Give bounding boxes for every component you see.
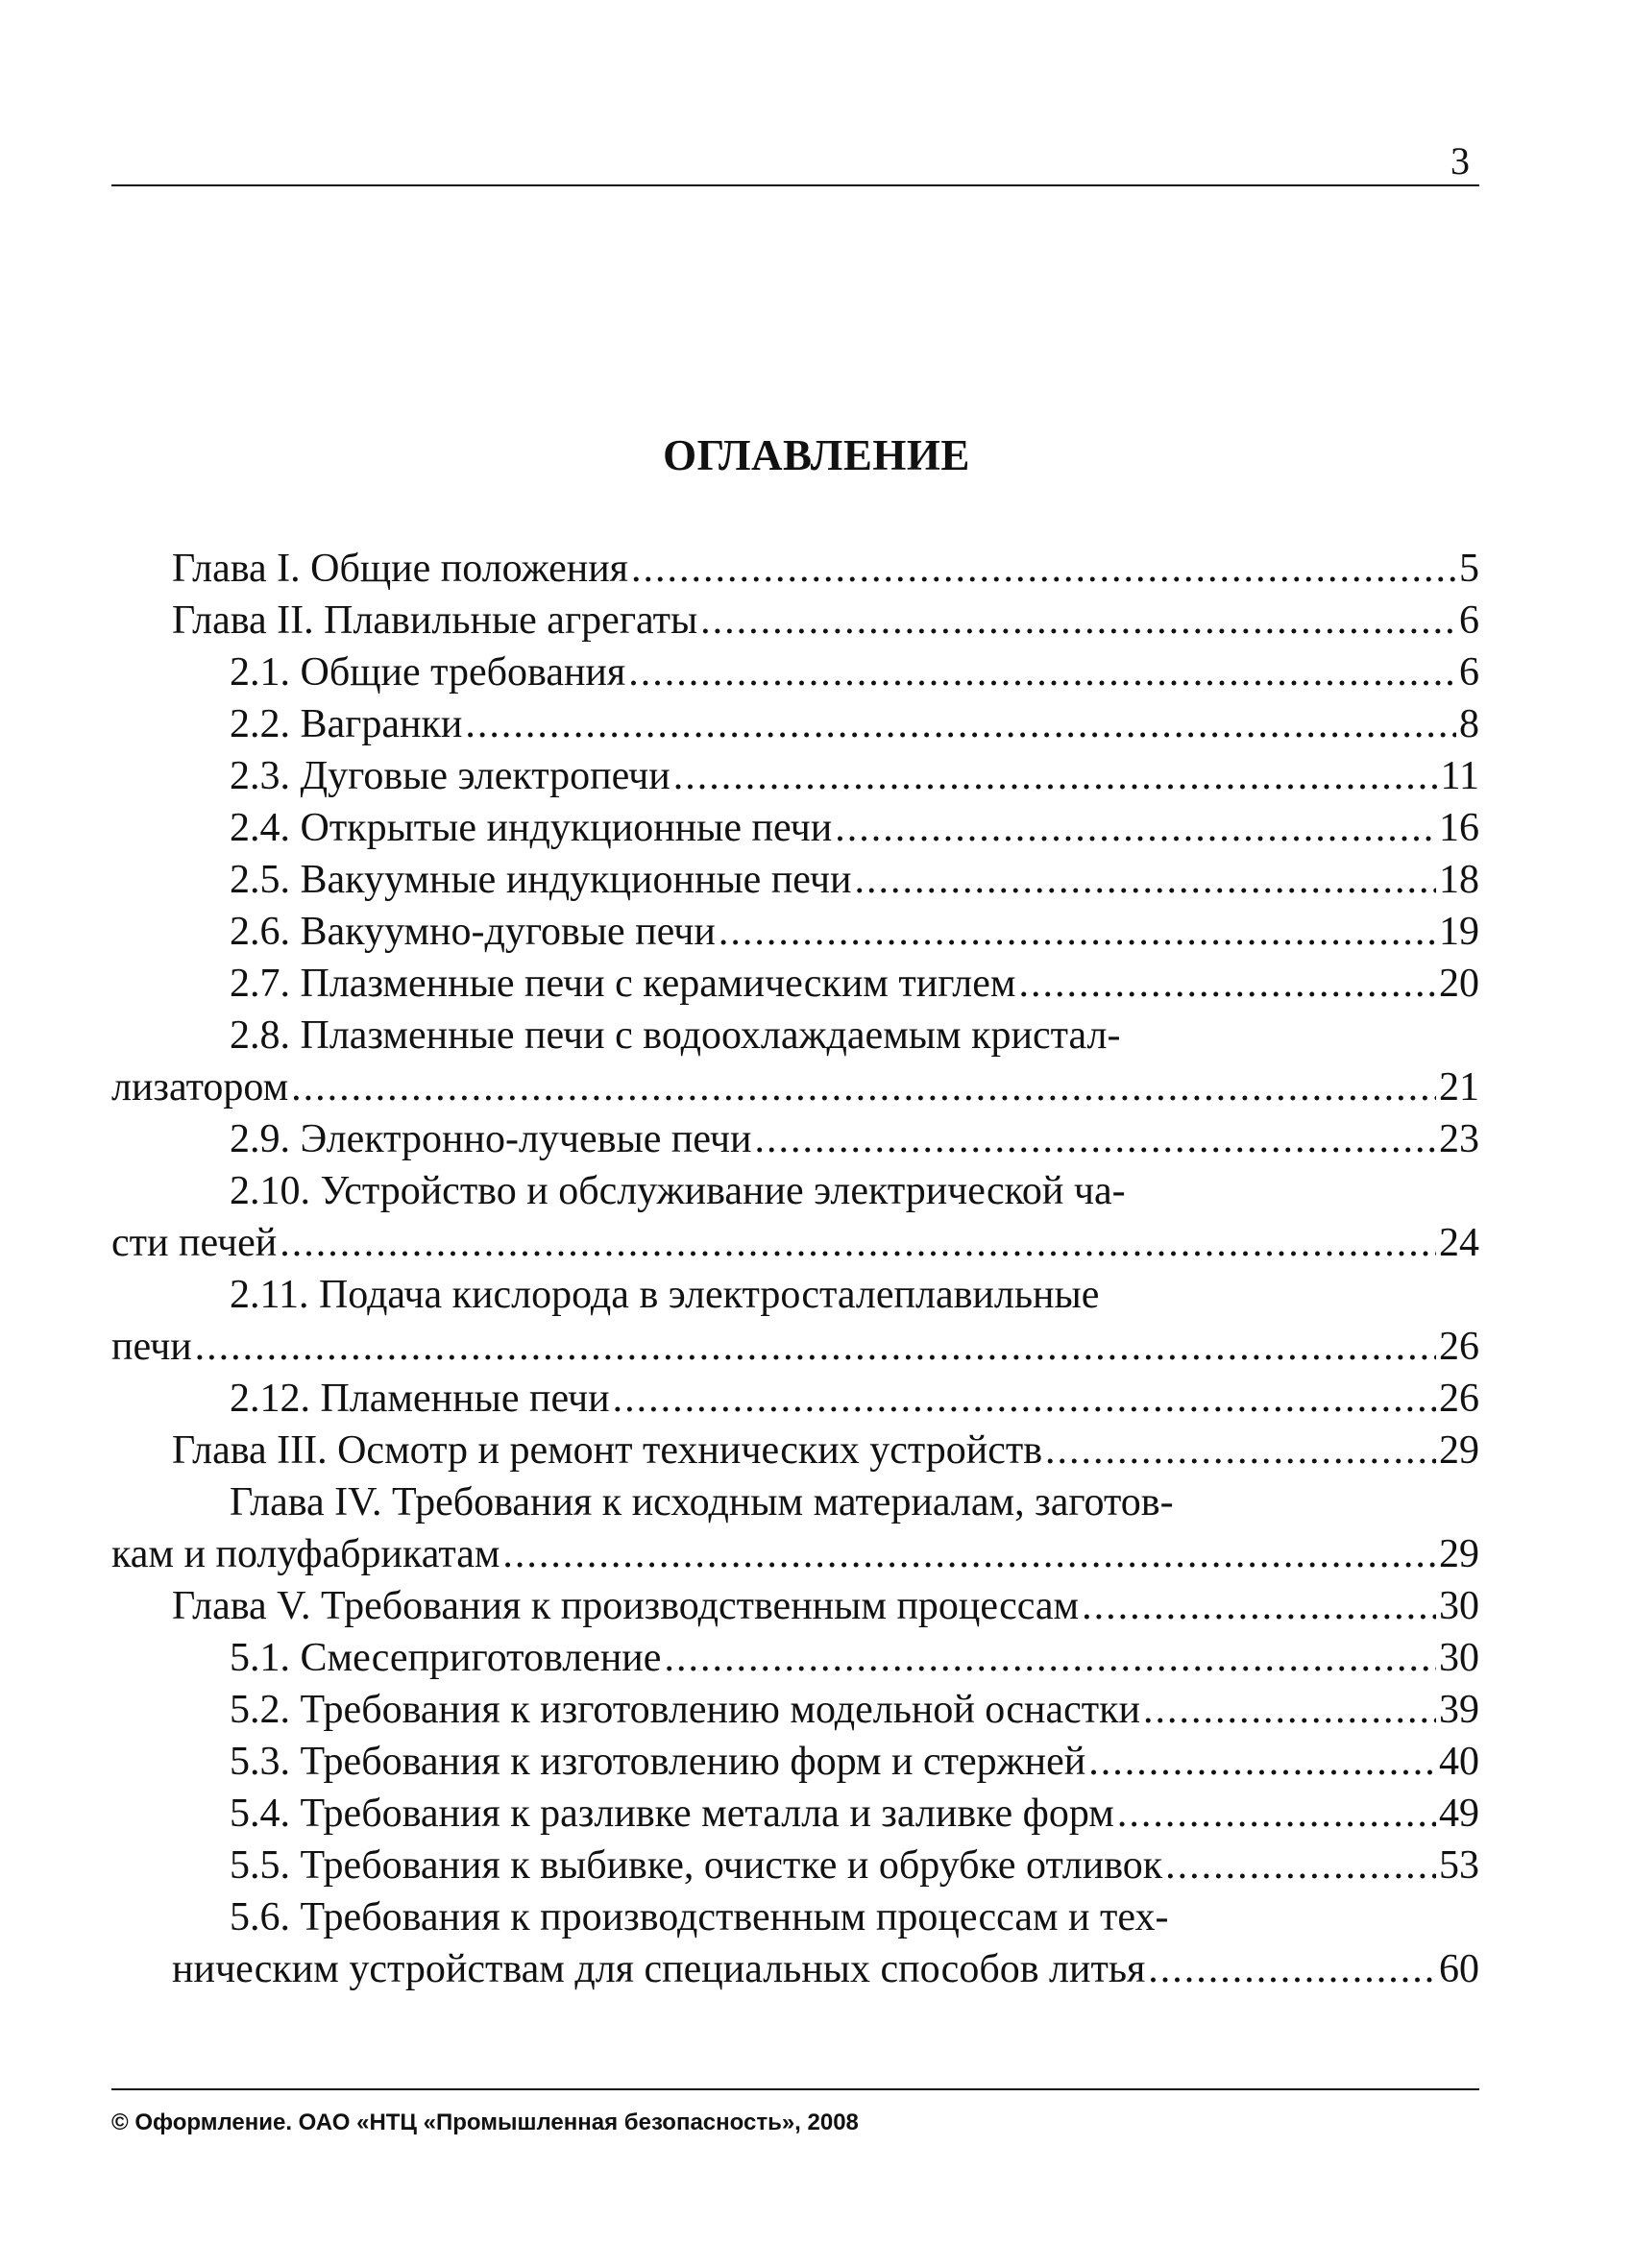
toc-page-number: 24 <box>1439 1221 1479 1265</box>
toc-entry <box>111 1010 1479 1113</box>
dot-leader <box>673 750 1438 802</box>
toc-page-number: 30 <box>1439 1584 1479 1628</box>
toc-entry <box>111 1632 1479 1684</box>
toc-entry <box>111 1736 1479 1788</box>
toc-entry-title: 2.7. Плазменные печи с керамическим тиглем <box>230 962 1016 1006</box>
dot-leader <box>855 854 1437 906</box>
toc-entry <box>111 1165 1479 1269</box>
toc-entry-title: 5.4. Требования к разливке металла и заливке форм <box>230 1792 1114 1836</box>
toc-entry-title: 2.4. Открытые индукционные печи <box>230 806 833 850</box>
toc-entry-row <box>111 750 1479 802</box>
toc-page-number: 40 <box>1439 1740 1479 1784</box>
toc-entry <box>111 1425 1479 1476</box>
toc-entry-title: 5.3. Требования к изготовлению форм и стержней <box>230 1740 1086 1784</box>
toc-page-number: 26 <box>1439 1325 1479 1369</box>
toc-entry-row <box>111 1528 1479 1580</box>
dot-leader <box>628 646 1456 698</box>
dot-leader <box>1019 958 1437 1010</box>
toc-entry-row <box>111 698 1479 750</box>
dot-leader <box>1148 1943 1436 1995</box>
toc-entry <box>111 1269 1479 1373</box>
toc-entry-title: 2.5. Вакуумные индукционные печи <box>230 858 852 902</box>
toc-entry-title: 2.9. Электронно-лучевые печи <box>230 1117 752 1161</box>
dot-leader <box>280 1217 1436 1269</box>
toc-entry-title: Глава III. Осмотр и ремонт технических устройств <box>172 1428 1043 1473</box>
toc-entry-row <box>111 1840 1479 1891</box>
toc-page-number: 11 <box>1440 754 1479 798</box>
dot-leader <box>195 1321 1436 1373</box>
toc-entry <box>111 1113 1479 1165</box>
toc-entry-title: ническим устройствам для специальных способов литья <box>172 1947 1146 1991</box>
dot-leader <box>1143 1684 1436 1736</box>
toc-entry-row <box>111 1425 1479 1476</box>
toc-page-number: 16 <box>1439 806 1479 850</box>
toc-entry <box>111 750 1479 802</box>
dot-leader <box>1165 1840 1436 1891</box>
toc-entry-title: сти печей <box>111 1221 278 1265</box>
toc-entry <box>111 595 1479 646</box>
toc-entry-title: 2.2. Вагранки <box>230 702 463 746</box>
toc-entry-row <box>111 1736 1479 1788</box>
dot-leader <box>835 802 1436 854</box>
toc-entry-row <box>111 906 1479 958</box>
header-rule <box>111 184 1479 186</box>
toc-entry-row <box>111 543 1479 595</box>
toc-entry-row <box>111 1580 1479 1632</box>
toc-page-number: 60 <box>1439 1947 1479 1991</box>
toc-entry-title: 5.2. Требования к изготовлению модельной оснастки <box>230 1688 1140 1732</box>
toc-entry-row <box>111 854 1479 906</box>
toc-entry <box>111 1684 1479 1736</box>
toc-entry-row <box>111 958 1479 1010</box>
dot-leader <box>502 1528 1436 1580</box>
toc-entry <box>111 1788 1479 1840</box>
toc-entry <box>111 906 1479 958</box>
toc-entry <box>111 1891 1479 1995</box>
toc-entry-row <box>111 1684 1479 1736</box>
toc-entry-row <box>111 802 1479 854</box>
dot-leader <box>719 906 1436 958</box>
toc-page-number: 18 <box>1439 858 1479 902</box>
toc-page-number: 8 <box>1459 702 1479 746</box>
toc-entry-row <box>111 595 1479 646</box>
toc-page-number: 39 <box>1439 1688 1479 1732</box>
toc-entry <box>111 854 1479 906</box>
copyright-note: © Оформление. ОАО «НТЦ «Промышленная безопасность», 2008 <box>111 2109 859 2135</box>
toc-page-number: 5 <box>1459 547 1479 591</box>
toc-entry-row <box>111 646 1479 698</box>
toc-entry <box>111 1580 1479 1632</box>
toc-page-number: 6 <box>1459 598 1479 643</box>
dot-leader <box>700 595 1456 646</box>
toc-entry-row <box>111 1373 1479 1425</box>
dot-leader <box>755 1113 1436 1165</box>
toc-entry-text-line: 2.8. Плазменные печи с водоохлаждаемым кристал- <box>230 1013 1121 1058</box>
toc-entry-title: печи <box>111 1325 192 1369</box>
toc-entry-text-line: Глава IV. Требования к исходным материалам, заготов- <box>230 1480 1174 1524</box>
toc-entry <box>111 1840 1479 1891</box>
toc-entry-title: Глава V. Требования к производственным процессам <box>172 1584 1080 1628</box>
dot-leader <box>1082 1580 1436 1632</box>
toc-entry-row <box>111 1943 1479 1995</box>
page-number: 3 <box>1450 139 1470 183</box>
toc-page-number: 23 <box>1439 1117 1479 1161</box>
toc-page-number: 19 <box>1439 910 1479 954</box>
dot-leader <box>664 1632 1436 1684</box>
toc-page-number: 21 <box>1439 1065 1479 1110</box>
toc-entry <box>111 958 1479 1010</box>
dot-leader <box>1117 1788 1436 1840</box>
dot-leader <box>465 698 1456 750</box>
toc-entry-title: 2.6. Вакуумно-дуговые печи <box>230 910 716 954</box>
toc-entry <box>111 646 1479 698</box>
toc-entry-title: 2.12. Пламенные печи <box>230 1377 610 1421</box>
table-of-contents <box>111 543 1479 1995</box>
toc-entry <box>111 543 1479 595</box>
toc-entry-row <box>111 1788 1479 1840</box>
dot-leader <box>631 543 1456 595</box>
toc-entry-title: 5.5. Требования к выбивке, очистке и обрубке отливок <box>230 1843 1163 1888</box>
toc-entry-title: Глава I. Общие положения <box>172 547 629 591</box>
toc-page-number: 29 <box>1439 1532 1479 1576</box>
toc-page-number: 6 <box>1459 650 1479 695</box>
toc-entry-row <box>111 1061 1479 1113</box>
toc-entry <box>111 1373 1479 1425</box>
dot-leader <box>1045 1425 1436 1476</box>
toc-entry-row <box>111 1113 1479 1165</box>
toc-entry-title: 5.1. Смесеприготовление <box>230 1636 662 1680</box>
dot-leader <box>291 1061 1436 1113</box>
toc-entry-title: 2.1. Общие требования <box>230 650 626 695</box>
toc-entry-row <box>111 1321 1479 1373</box>
toc-entry <box>111 1476 1479 1580</box>
toc-entry-row <box>111 1632 1479 1684</box>
toc-entry-title: лизатором <box>111 1065 289 1110</box>
toc-entry-title: Глава II. Плавильные агрегаты <box>172 598 698 643</box>
toc-page-number: 30 <box>1439 1636 1479 1680</box>
toc-entry-text-line: 2.10. Устройство и обслуживание электрической ча- <box>230 1169 1126 1213</box>
toc-entry-title: 2.3. Дуговые электропечи <box>230 754 670 798</box>
toc-page-number: 26 <box>1439 1377 1479 1421</box>
toc-entry-row <box>111 1217 1479 1269</box>
dot-leader <box>1088 1736 1436 1788</box>
toc-page-number: 53 <box>1439 1843 1479 1888</box>
footer-rule <box>111 2088 1479 2090</box>
toc-entry-text-line: 2.11. Подача кислорода в электросталеплавильные <box>230 1273 1100 1317</box>
toc-page-number: 49 <box>1439 1792 1479 1836</box>
toc-entry-title: кам и полуфабрикатам <box>111 1532 500 1576</box>
toc-entry <box>111 802 1479 854</box>
toc-entry-text-line: 5.6. Требования к производственным процессам и тех- <box>230 1895 1169 1939</box>
toc-title: ОГЛАВЛЕНИЕ <box>663 431 970 479</box>
dot-leader <box>613 1373 1436 1425</box>
toc-entry <box>111 698 1479 750</box>
toc-page-number: 20 <box>1439 962 1479 1006</box>
toc-page-number: 29 <box>1439 1428 1479 1473</box>
